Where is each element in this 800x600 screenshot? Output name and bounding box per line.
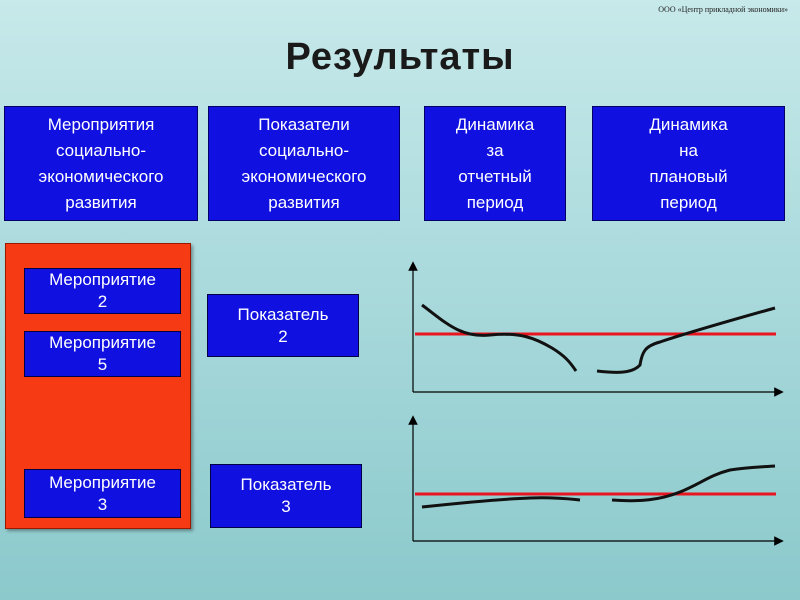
measure-5-box: Мероприятие 5 xyxy=(24,331,181,377)
page-title: Результаты xyxy=(285,36,515,78)
header-dynamics-planned: Динамика на плановый период xyxy=(592,106,785,221)
measure-3-box: Мероприятие 3 xyxy=(24,469,181,518)
graph-1-planned-curve xyxy=(597,308,775,372)
graph-2-planned-curve xyxy=(612,466,775,501)
measure-2-box: Мероприятие 2 xyxy=(24,268,181,314)
company-name: ООО «Центр прикладной экономики» xyxy=(658,5,788,14)
header-dynamics-reporting: Динамика за отчетный период xyxy=(424,106,566,221)
indicator-2-box: Показатель 2 xyxy=(207,294,359,357)
header-measures: Мероприятия социально- экономического развития xyxy=(4,106,198,221)
graph-indicator-2 xyxy=(413,266,779,392)
graph-1-reporting-curve xyxy=(422,305,576,371)
header-indicators: Показатели социально- экономического развития xyxy=(208,106,400,221)
graph-2-reporting-curve xyxy=(422,498,580,507)
indicator-3-box: Показатель 3 xyxy=(210,464,362,528)
graph-indicator-3 xyxy=(413,420,779,541)
